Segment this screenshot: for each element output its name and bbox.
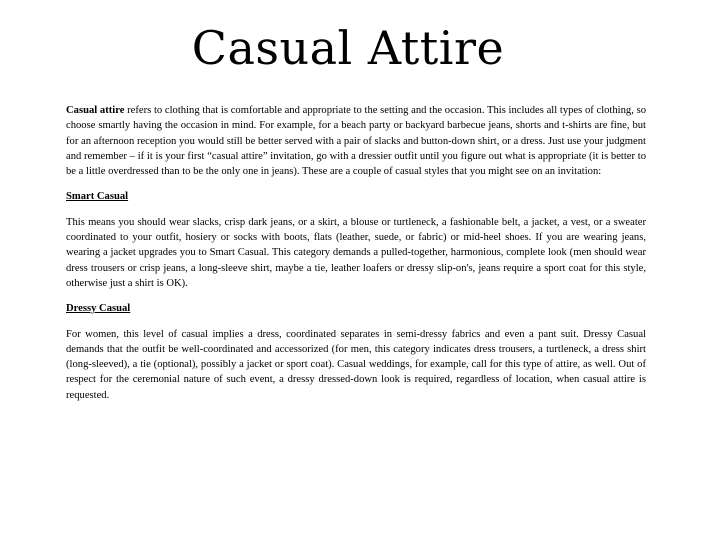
slide-title: Casual Attire [191, 21, 505, 75]
intro-paragraph [66, 103, 646, 179]
section-text-dressy-casual: For women, this level of casual implies a dress, coordinated separates in semi-dressy fabrics and even a pant suit. Dressy Casual demands that the outfit be well-coordinated and accessorized (for men, this category indicates dress trousers, a turtleneck, a dress shirt (long-sleeved), a tie (optional), possibly a jacket or sport coat). Casual weddings, for example, call for this type of attire, as well. Out of respect for the ceremonial nature of such event, a dressy dressed-down look is required, regardless of location, when casual attire is requested. [66, 328, 646, 401]
intro-text: refers to clothing that is comfortable and appropriate to the setting and the occasion. This includes all types of clothing, so choose smartly having the occasion in mind. For example, for a beach party or backyard barbecue jeans, shorts and t-shirts are fine, but for an afternoon reception you would still be better served with a pair of slacks and button-down shirt, or a dress. Just use your judgment and remember – if it is your first “casual attire” invitation, go with a dressier outfit until you figure out what is appropriate (it is better to be a little overdressed than to be the only one in jeans). These are a couple of casual styles that you might see on an invitation: [66, 105, 646, 178]
section-heading-smart-casual: Smart Casual [66, 191, 129, 203]
intro-lead-term: Casual attire [66, 105, 125, 116]
section-text-smart-casual: This means you should wear slacks, crisp dark jeans, or a skirt, a blouse or turtleneck, a fashionable belt, a jacket, a vest, or a sweater coordinated to your outfit, hosiery or socks with boots, flats (leather, suede, or fabric) or mid-heel shoes. If you are wearing jeans, wearing a jacket upgrades you to Smart Casual. This category demands a pulled-together, harmonious, complete look (men should wear dress trousers or crisp jeans, a long-sleeve shirt, maybe a tie, leather loafers or dressy slip-on's, jeans require a sport coat for this style, otherwise just a shirt is OK). [66, 216, 646, 289]
section-heading-dressy-casual: Dressy Casual [66, 303, 131, 315]
slide-body [66, 103, 646, 403]
